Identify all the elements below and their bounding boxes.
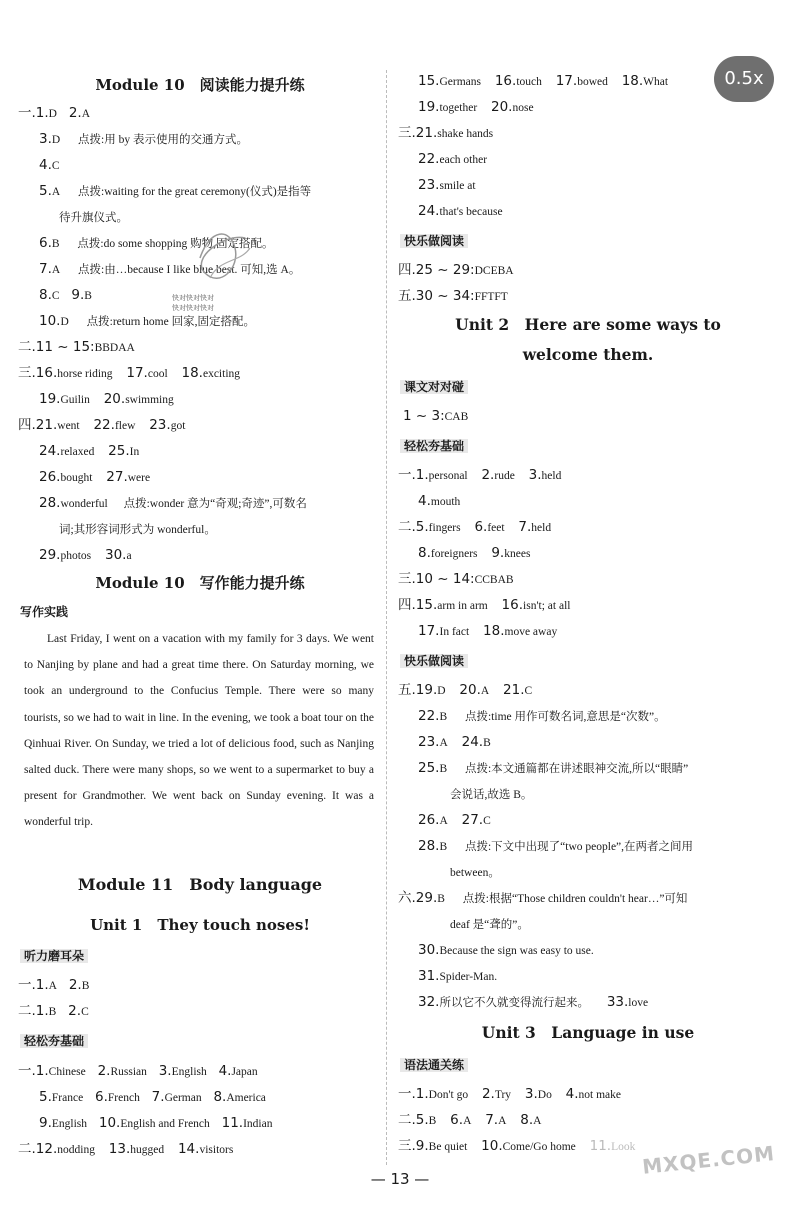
playback-speed-button[interactable]: 0.5x (714, 56, 774, 102)
answer-line: 二.1.B 2.C (18, 1003, 89, 1019)
answer-line: 六.29.B 点拨:根据“Those children couldn't hear…”可知 (398, 890, 688, 906)
answer-line: 三.10 ~ 14:CCBAB (398, 571, 514, 587)
answer-line: 5.A 点拨:waiting for the great ceremony(仪式)是指等 (39, 183, 312, 199)
answer-line: 5.France 6.French 7.German 8.America (39, 1089, 266, 1105)
answer-line: 五.19.D 20.A 21.C (398, 682, 533, 698)
answer-note-continued: deaf 是“聋的”。 (450, 919, 529, 931)
answer-line: 三.21.shake hands (398, 125, 494, 141)
basics-section-label: 轻松夯基础 (400, 437, 468, 455)
answer-line: 一.1.Don't go 2.Try 3.Do 4.not make (398, 1086, 622, 1102)
answer-note-continued: 词;其形容词形式为 wonderful。 (59, 524, 216, 536)
answer-line: 29.photos 30.a (39, 547, 132, 563)
module10-reading-title: Module 10 阅读能力提升练 (95, 76, 305, 94)
answer-line: 一.1.A 2.B (18, 977, 90, 993)
answer-line: 31.Spider-Man. (418, 968, 498, 984)
happy-reading-label: 快乐做阅读 (400, 652, 468, 670)
unit2-title-continued: welcome them. (522, 345, 654, 364)
answer-line: 28.B 点拨:下文中出现了“two people”,在两者之间用 (418, 838, 694, 854)
answer-line: 一.1.personal 2.rude 3.held (398, 467, 562, 483)
answer-line: 26.A 27.C (418, 812, 491, 828)
basics-section-label: 轻松夯基础 (20, 1032, 88, 1050)
answer-line: 二.5.B 6.A 7.A 8.A (398, 1112, 542, 1128)
answer-line: 32.所以它不久就变得流行起来。 33.love (418, 994, 649, 1010)
answer-line: 26.bought 27.were (39, 469, 151, 485)
answer-line: 17.In fact 18.move away (418, 623, 558, 639)
module10-writing-title: Module 10 写作能力提升练 (95, 574, 305, 592)
writing-paragraph: Last Friday, I went on a vacation with my family for 3 days. We went to Nanjing by plane and had a great time there. On Saturday morning, we took an underground to the Confucius Temple. There were so many tourists, so we had to wait in line. In the evening, we took a boat tour on the Qinhuai River. On Sunday, we tried a lot of delicious food, such as Nanjing salted duck. There were many shops, so we went to a supermarket to buy a present for Grandmother. We went back on Sunday evening. It was a wonderful trip. (24, 633, 374, 829)
answer-note-continued: between。 (450, 867, 500, 879)
answer-line: 8.C 9.B (39, 287, 92, 303)
answer-line: 4.mouth (418, 493, 461, 509)
answer-line: 24.that's because (418, 203, 503, 219)
answer-line: 9.English 10.English and French 11.Indian (39, 1115, 273, 1131)
answer-line: 五.30 ~ 34:FFTFT (398, 288, 508, 304)
column-divider (386, 70, 388, 1165)
answer-line: 22.B 点拨:time 用作可数名词,意思是“次数”。 (418, 708, 666, 724)
grammar-section-label: 语法通关练 (400, 1056, 468, 1074)
answer-line: 23.smile at (418, 177, 476, 193)
answer-line: 二.12.nodding 13.hugged 14.visitors (18, 1141, 234, 1157)
answer-note-continued: 会说话,故选 B。 (450, 789, 533, 801)
answer-line: 一.1.Chinese 2.Russian 3.English 4.Japan (18, 1063, 258, 1079)
site-watermark: MXQE.COM (641, 1141, 777, 1179)
answer-line: 1 ~ 3:CAB (403, 408, 469, 424)
module11-title: Module 11 Body language (77, 875, 323, 894)
answer-line: 6.B 点拨:do some shopping 购物,固定搭配。 (39, 235, 274, 251)
happy-reading-label: 快乐做阅读 (400, 232, 468, 250)
answer-line: 4.C (39, 157, 60, 173)
answer-line: 30.Because the sign was easy to use. (418, 942, 594, 958)
answer-line: 四.21.went 22.flew 23.got (18, 417, 186, 433)
answer-line: 15.Germans 16.touch 17.bowed 18.What (418, 73, 669, 89)
answer-line: 二.5.fingers 6.feet 7.held (398, 519, 552, 535)
answer-line: 三.9.Be quiet 10.Come/Go home 11.Look (398, 1138, 636, 1154)
answer-line: 25.B 点拨:本文通篇都在讲述眼神交流,所以“眼睛” (418, 760, 689, 776)
text-match-label: 课文对对碰 (400, 378, 468, 396)
listening-section-label: 听力磨耳朵 (20, 947, 88, 965)
answer-line: 一.1.D 2.A (18, 105, 91, 121)
answer-line: 22.each other (418, 151, 488, 167)
answer-line: 二.11 ~ 15:BBDAA (18, 339, 135, 355)
answer-line: 四.15.arm in arm 16.isn't; at all (398, 597, 571, 613)
answer-line: 10.D 点拨:return home 回家,固定搭配。 (39, 313, 255, 329)
answer-line: 19.Guilin 20.swimming (39, 391, 174, 407)
unit3-title: Unit 3 Language in use (481, 1023, 695, 1042)
answer-note-continued: 待升旗仪式。 (59, 212, 128, 224)
answer-line: 8.foreigners 9.knees (418, 545, 531, 561)
answer-line: 7.A 点拨:由…because I like blue best. 可知,选 A。 (39, 261, 301, 277)
answer-line: 24.relaxed 25.In (39, 443, 140, 459)
handwritten-note: 快对快对快对 快对快对快对 (172, 294, 214, 312)
handwritten-scribble-icon (190, 218, 260, 298)
answer-line: 三.16.horse riding 17.cool 18.exciting (18, 365, 241, 381)
answer-line: 23.A 24.B (418, 734, 491, 750)
answer-line: 3.D 点拨:用 by 表示使用的交通方式。 (39, 131, 248, 147)
unit1-title: Unit 1 They touch noses! (90, 916, 310, 934)
answer-line: 四.25 ~ 29:DCEBA (398, 262, 514, 278)
page-number: — 13 — (370, 1170, 430, 1188)
writing-practice-label: 写作实践 (20, 605, 69, 619)
answer-line: 28.wonderful 点拨:wonder 意为“奇观;奇迹”,可数名 (39, 495, 307, 511)
answer-line: 19.together 20.nose (418, 99, 534, 115)
unit2-title: Unit 2 Here are some ways to (455, 315, 721, 334)
